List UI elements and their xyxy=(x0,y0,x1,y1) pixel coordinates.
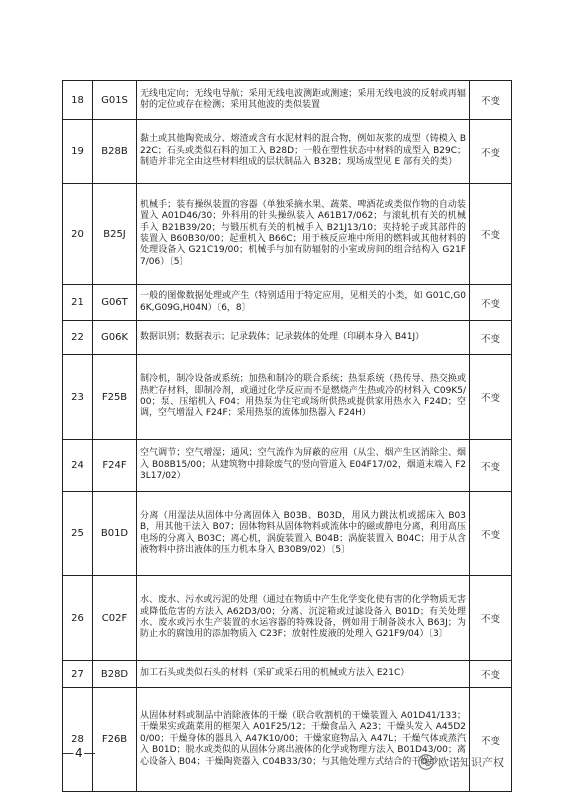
ipc-description: 黏土或其他陶瓷成分、熔渣或含有水泥材料的混合物，例如灰浆的成型（铸模入 B22C；石头或类似石料的加工入 B28D；一般在塑性状态中材料的成型入 B29C；制造并非完全由这些材料组成的层状制品入 B32B；现场成型见 E 部有关的类） xyxy=(137,120,470,184)
table-row xyxy=(63,661,512,688)
row-number: 21 xyxy=(63,285,93,321)
table-row xyxy=(63,440,512,492)
change-status: 不变 xyxy=(470,576,512,661)
change-status: 不变 xyxy=(470,184,512,285)
ipc-code: G01S xyxy=(93,81,137,120)
brand-watermark xyxy=(418,754,504,770)
change-status: 不变 xyxy=(470,120,512,184)
brand-name: 欧诺知识产权 xyxy=(438,756,504,769)
change-status: 不变 xyxy=(470,492,512,576)
ipc-code: B28B xyxy=(93,120,137,184)
table-row xyxy=(63,355,512,440)
row-number: 26 xyxy=(63,576,93,661)
ipc-description: 机械手；装有操纵装置的容器（单独采摘水果、蔬菜、啤酒花或类似作物的自动装置入 A01D46/30；外科用的针头操纵装入 A61B17/062；与滚轧机有关的机械手入 B21B39/20；与锻压机有关的机械手入 B21J13/10；夹持轮子或其部件的装置入 B60B30/00；起重机入 B66C；用于核反应堆中所用的燃料或其他材料的处理设备入 G21C19/00；机械手与加有防辐射的小室或房间的组合结构入 G21F7/06）〔5〕 xyxy=(137,184,470,285)
row-number: 22 xyxy=(63,321,93,355)
table-row xyxy=(63,120,512,184)
change-status: 不变 xyxy=(470,81,512,120)
table-row xyxy=(63,321,512,355)
change-status: 不变 xyxy=(470,321,512,355)
ipc-code: B25J xyxy=(93,184,137,285)
ipc-code: B28D xyxy=(93,661,137,688)
ipc-description: 从固体材料或制品中消除液体的干燥（联合收割机的干燥装置入 A01D41/133；干燥果实或蔬菜用的框架入 A01F25/12；干燥食品入 A23；干燥头发入 A45D20/00；干燥身体的器具入 A47K10/00；干燥家庭物品入 A47L；干燥气体或蒸汽入 B01D；脱水或类似的从固体分离出液体的化学或物理方法入 B01D43/00；离心设备入 B04；干燥陶瓷器入 C04B33/30；与其他处理方式结合的干燥纱 xyxy=(137,688,470,792)
row-number: 19 xyxy=(63,120,93,184)
wechat-icon xyxy=(418,754,434,770)
table-row xyxy=(63,688,512,792)
ipc-classification-table xyxy=(62,80,512,792)
ipc-code: F25B xyxy=(93,355,137,440)
ipc-code: B01D xyxy=(93,492,137,576)
page-number: —4— xyxy=(62,746,97,760)
ipc-code: G06K xyxy=(93,321,137,355)
change-status: 不变 xyxy=(470,285,512,321)
table-row xyxy=(63,285,512,321)
row-number: 27 xyxy=(63,661,93,688)
row-number: 28 xyxy=(63,688,93,792)
table-row xyxy=(63,81,512,120)
row-number: 25 xyxy=(63,492,93,576)
ipc-code: F26B xyxy=(93,688,137,792)
row-number: 24 xyxy=(63,440,93,492)
ipc-description: 数据识别；数据表示；记录载体；记录载体的处理（印刷本身入 B41J） xyxy=(137,321,470,355)
change-status: 不变 xyxy=(470,355,512,440)
row-number: 20 xyxy=(63,184,93,285)
table-row xyxy=(63,492,512,576)
row-number: 23 xyxy=(63,355,93,440)
row-number: 18 xyxy=(63,81,93,120)
change-status: 不变 xyxy=(470,440,512,492)
ipc-description: 一般的图像数据处理或产生（特别适用于特定应用，见相关的小类，如 G01C,G06K,G09G,H04N）〔6，8〕 xyxy=(137,285,470,321)
ipc-description: 空气调节；空气增湿；通风；空气流作为屏蔽的应用（从尘、烟产生区消除尘、烟入 B08B15/00；从建筑物中排除废气的竖向管道入 E04F17/02，烟道末端入 F23L17/02） xyxy=(137,440,470,492)
ipc-description: 水、废水、污水或污泥的处理（通过在物质中产生化学变化使有害的化学物质无害或降低危害的方法入 A62D3/00；分离、沉淀箱或过滤设备入 B01D；有关处理水、废水或污水生产装置的水运容器的特殊设备，例如用于制备淡水入 B63J；为防止水的腐蚀用的添加物质入 C23F；放射性废液的处理入 G21F9/04）〔3〕 xyxy=(137,576,470,661)
ipc-code: C02F xyxy=(93,576,137,661)
ipc-code: G06T xyxy=(93,285,137,321)
ipc-description: 加工石头或类似石头的材料（采矿或采石用的机械或方法入 E21C） xyxy=(137,661,470,688)
ipc-description: 无线电定向；无线电导航；采用无线电波测距或测速；采用无线电波的反射或再辐射的定位或存在检测；采用其他波的类似装置 xyxy=(137,81,470,120)
ipc-code: F24F xyxy=(93,440,137,492)
change-status: 不变 xyxy=(470,688,512,792)
table-row xyxy=(63,576,512,661)
ipc-description: 制冷机，制冷设备或系统；加热和制冷的联合系统；热泵系统（热传导、热交换或热贮存材料，即制冷剂，或通过化学反应而不是燃烧产生热或冷的材料入 C09K5/00；泵、压缩机入 F04；用热泵为住宅或场所供热或提供家用热水入 F24D；空调，空气增湿入 F24F；采用热泵的流体加热器入 F24H） xyxy=(137,355,470,440)
change-status: 不变 xyxy=(470,661,512,688)
table-row xyxy=(63,184,512,285)
ipc-description: 分离（用湿法从固体中分离固体入 B03B、B03D，用风力跳汰机或摇床入 B03B，用其他干法入 B07；固体物料从固体物料或流体中的磁或静电分离，利用高压电场的分离入 B03C；离心机，涡旋装置入 B04B；涡旋装置入 B04C；用于从含液物料中挤出液体的压力机本身入 B30B9/02）〔5〕 xyxy=(137,492,470,576)
